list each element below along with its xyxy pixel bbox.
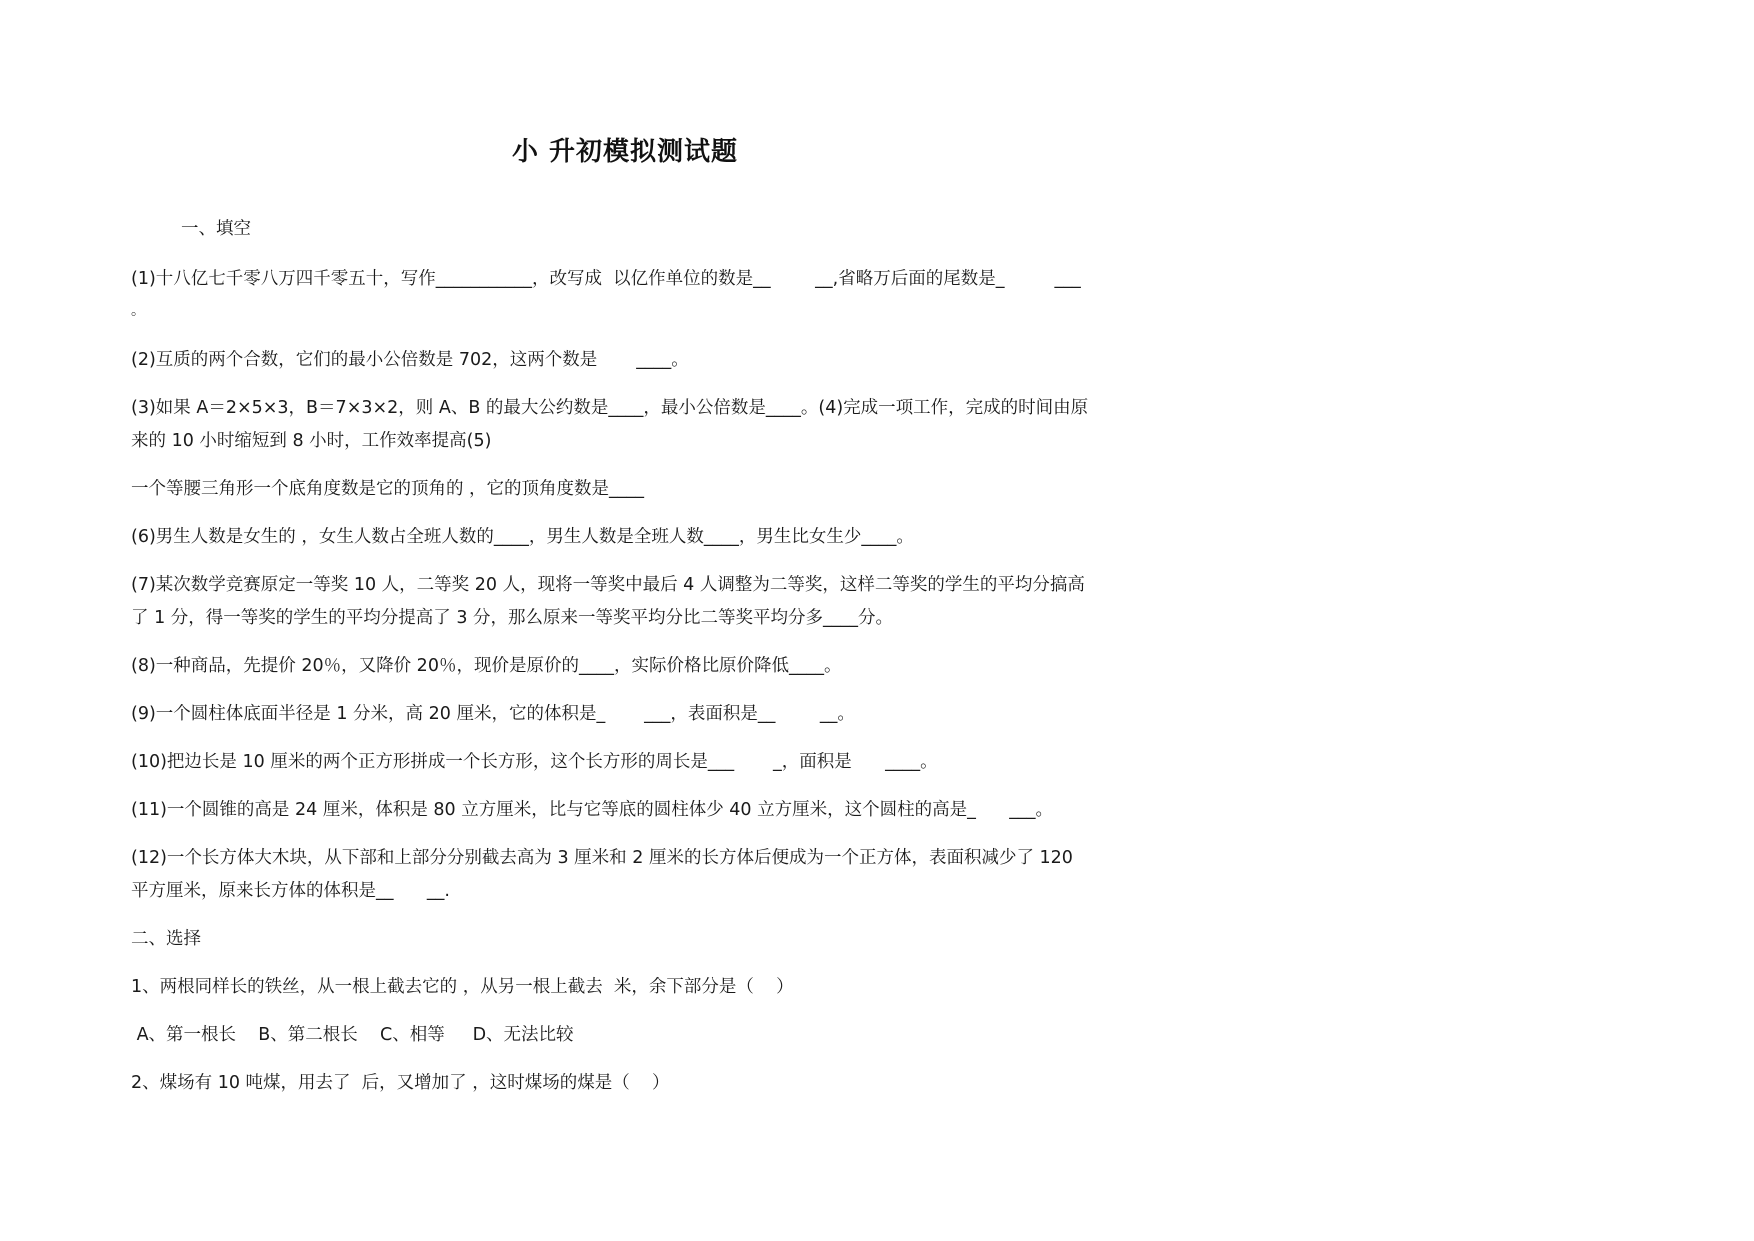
choice-question-1: 1、两根同样长的铁丝，从一根上截去它的 ，从另一根上截去 米，余下部分是（ ） xyxy=(131,977,794,997)
section-heading-fill-in: 一、填空 xyxy=(181,219,251,239)
page-title: 小 升初模拟测试题 xyxy=(512,137,739,167)
question-7-line-1: (7)某次数学竞赛原定一等奖 10 人，二等奖 20 人，现将一等奖中最后 4 人调整为二等奖，这样二等奖的学生的平均分搞高 xyxy=(131,575,1085,595)
question-12-line-1: (12)一个长方体大木块，从下部和上部分分别截去高为 3 厘米和 2 厘米的长方体后便成为一个正方体，表面积减少了 120 xyxy=(131,848,1073,868)
question-12-line-2: 平方厘米，原来长方体的体积是__ __. xyxy=(131,881,450,901)
choice-question-2: 2、煤场有 10 吨煤，用去了 后，又增加了 ，这时煤场的煤是（ ） xyxy=(131,1073,670,1093)
question-3-line-1: (3)如果 A＝2×5×3，B＝7×3×2，则 A、B 的最大公约数是____，最小公倍数是____。(4)完成一项工作，完成的时间由原 xyxy=(131,398,1089,418)
question-8: (8)一种商品，先提价 20％，又降价 20％，现价是原价的____，实际价格比原价降低____。 xyxy=(131,656,842,676)
question-5: 一个等腰三角形一个底角度数是它的顶角的 ，它的顶角度数是____ xyxy=(131,479,645,499)
question-11: (11)一个圆锥的高是 24 厘米，体积是 80 立方厘米，比与它等底的圆柱体少 40 立方厘米，这个圆柱的高是_ ___。 xyxy=(131,800,1053,820)
question-9: (9)一个圆柱体底面半径是 1 分米，高 20 厘米，它的体积是_ ___，表面积是__ __。 xyxy=(131,704,855,724)
section-heading-choice: 二、选择 xyxy=(131,929,201,949)
choice-question-1-options: A、第一根长 B、第二根长 C、相等 D、无法比较 xyxy=(131,1025,574,1045)
question-6: (6)男生人数是女生的 ，女生人数占全班人数的____，男生人数是全班人数____，男生比女生少____。 xyxy=(131,527,914,547)
question-10: (10)把边长是 10 厘米的两个正方形拼成一个长方形，这个长方形的周长是___ _，面积是 ____。 xyxy=(131,752,938,772)
question-2: (2)互质的两个合数，它们的最小公倍数是 702，这两个数是 ____。 xyxy=(131,350,689,370)
question-3-line-2: 来的 10 小时缩短到 8 小时，工作效率提高(5) xyxy=(131,431,492,451)
question-1-line-2: 。 xyxy=(131,303,145,319)
question-1-line-1: (1)十八亿七千零八万四千零五十，写作___________，改写成 以亿作单位的数是__ __,省略万后面的尾数是_ ___ xyxy=(131,269,1081,289)
question-7-line-2: 了 1 分，得一等奖的学生的平均分提高了 3 分，那么原来一等奖平均分比二等奖平均分多____分。 xyxy=(131,608,894,628)
